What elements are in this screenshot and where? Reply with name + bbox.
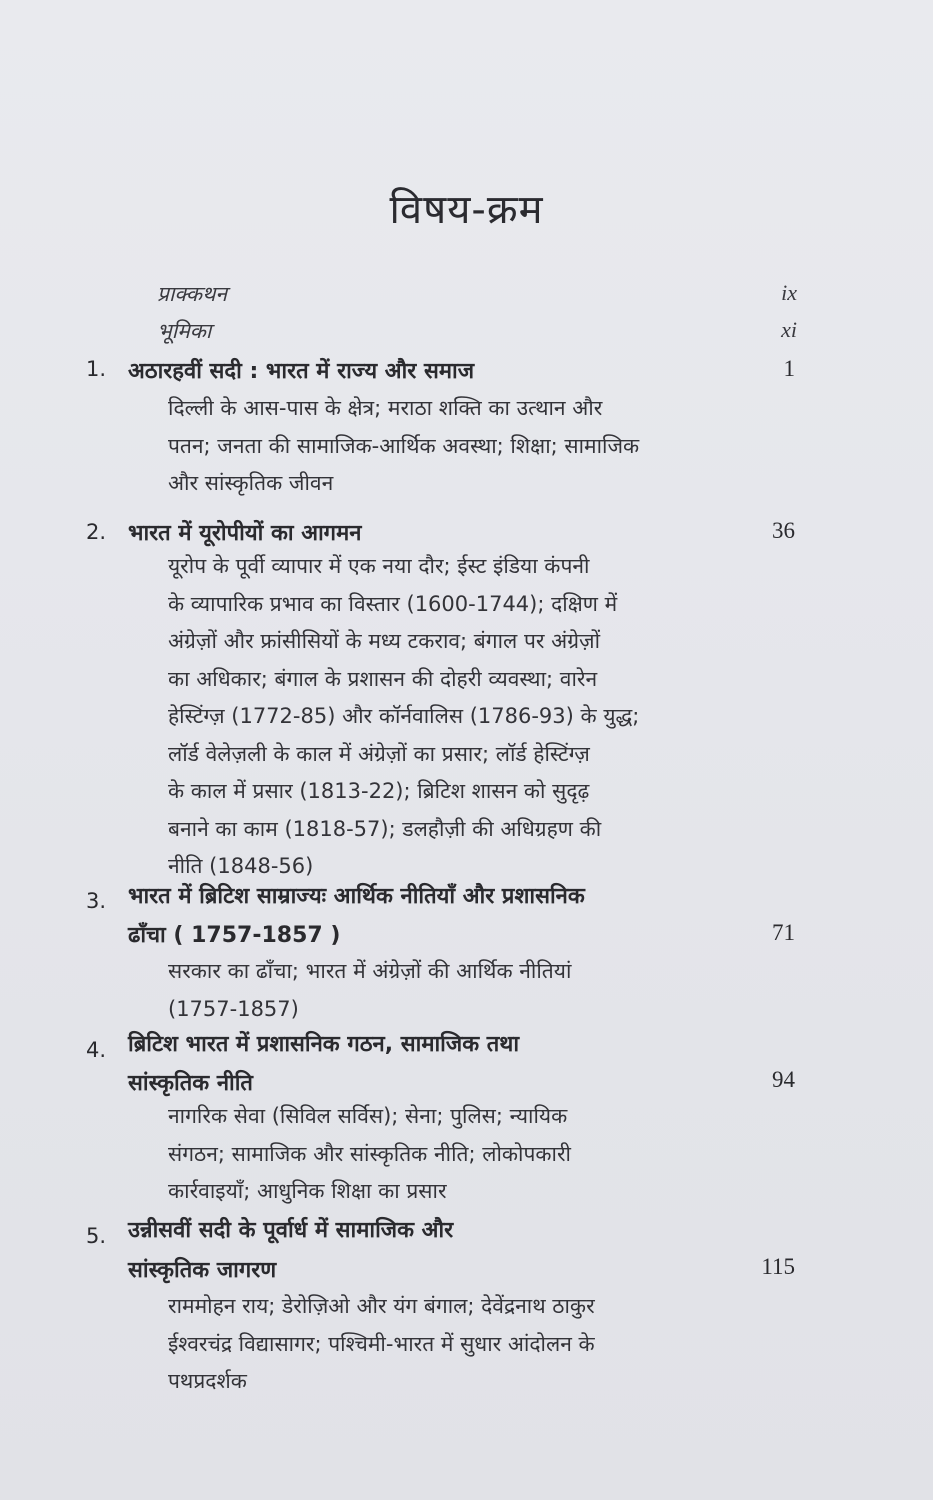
description-line: हेस्टिंग्ज़ (1772-85) और कॉर्नवालिस (1786-93) के युद्ध; xyxy=(168,704,640,728)
chapter-title-continued: सांस्कृतिक जागरण xyxy=(128,1258,277,1283)
chapter-title: उन्नीसवीं सदी के पूर्वार्ध में सामाजिक और xyxy=(128,1218,454,1243)
description-line: ईश्वरचंद्र विद्यासागर; पश्चिमी-भारत में सुधार आंदोलन के xyxy=(168,1331,595,1356)
chapter-page-number: 1 xyxy=(783,356,795,381)
chapter-title: ब्रिटिश भारत में प्रशासनिक गठन, सामाजिक तथा xyxy=(128,1032,520,1057)
toc-entry-page: xi xyxy=(781,317,797,342)
description-line: राममोहन राय; डेरोज़िओ और यंग बंगाल; देवेंद्रनाथ ठाकुर xyxy=(168,1294,595,1318)
chapter-title: अठारहवीं सदी : भारत में राज्य और समाज xyxy=(128,359,475,384)
description-line: संगठन; सामाजिक और सांस्कृतिक नीति; लोकोपकारी xyxy=(168,1141,571,1166)
chapter-title: भारत में यूरोपीयों का आगमन xyxy=(128,521,362,546)
chapter-number: 3. xyxy=(86,889,107,913)
chapter-description xyxy=(168,1098,696,1211)
chapter-title-continued: सांस्कृतिक नीति xyxy=(128,1071,253,1096)
chapter-number: 2. xyxy=(86,520,107,544)
description-line: के काल में प्रसार (1813-22); ब्रिटिश शासन को सुदृढ़ xyxy=(168,779,590,803)
page-title: विषय-क्रम xyxy=(389,187,544,233)
description-line: अंग्रेज़ों और फ्रांसीसियों के मध्य टकराव; बंगाल पर अंग्रेज़ों xyxy=(168,629,601,653)
description-line: लॉर्ड वेलेज़ली के काल में अंग्रेज़ों का प्रसार; लॉर्ड हेस्टिंग्ज़ xyxy=(168,741,590,766)
chapter-title: भारत में ब्रिटिश साम्राज्यः आर्थिक नीतियाँ और प्रशासनिक xyxy=(128,884,585,909)
chapter-description xyxy=(168,1288,696,1401)
toc-entry-introduction xyxy=(157,317,797,345)
description-line: (1757-1857) xyxy=(168,996,299,1021)
description-line: का अधिकार; बंगाल के प्रशासन की दोहरी व्यवस्था; वारेन xyxy=(168,666,598,691)
description-line: यूरोप के पूर्वी व्यापार में एक नया दौर; ईस्ट इंडिया कंपनी xyxy=(168,554,590,578)
toc-entry-page: ix xyxy=(781,280,797,305)
description-line: सरकार का ढाँचा; भारत में अंग्रेज़ों की आर्थिक नीतियां xyxy=(168,959,572,983)
chapter-page-number: 36 xyxy=(772,518,795,543)
description-line: बनाने का काम (1818-57); डलहौज़ी की अधिग्रहण की xyxy=(168,816,602,841)
chapter-page-number: 94 xyxy=(772,1067,795,1092)
description-line: और सांस्कृतिक जीवन xyxy=(168,471,334,495)
chapter-description xyxy=(168,953,696,1028)
description-line: पतन; जनता की सामाजिक-आर्थिक अवस्था; शिक्षा; सामाजिक xyxy=(168,433,640,458)
description-line: पथप्रदर्शक xyxy=(168,1369,247,1393)
description-line: नागरिक सेवा (सिविल सर्विस); सेना; पुलिस; न्यायिक xyxy=(168,1104,568,1128)
description-line: दिल्ली के आस-पास के क्षेत्र; मराठा शक्ति का उत्थान और xyxy=(168,396,603,420)
chapter-page-number: 71 xyxy=(772,920,795,945)
description-line: कार्रवाइयाँ; आधुनिक शिक्षा का प्रसार xyxy=(168,1179,447,1203)
chapter-title-continued: ढाँचा ( 1757-1857 ) xyxy=(128,923,341,948)
toc-entry-preface xyxy=(157,280,797,308)
description-line: नीति (1848-56) xyxy=(168,854,314,878)
chapter-number: 4. xyxy=(86,1038,107,1062)
chapter-page-number: 115 xyxy=(761,1254,795,1279)
description-line: के व्यापारिक प्रभाव का विस्तार (1600-1744); दक्षिण में xyxy=(168,591,618,616)
chapter-number: 1. xyxy=(86,357,107,381)
toc-entry-label: प्राक्कथन xyxy=(157,282,228,306)
chapter-description xyxy=(168,390,696,503)
toc-entry-label: भूमिका xyxy=(157,319,212,343)
chapter-number: 5. xyxy=(86,1224,107,1248)
chapter-description xyxy=(168,548,696,886)
